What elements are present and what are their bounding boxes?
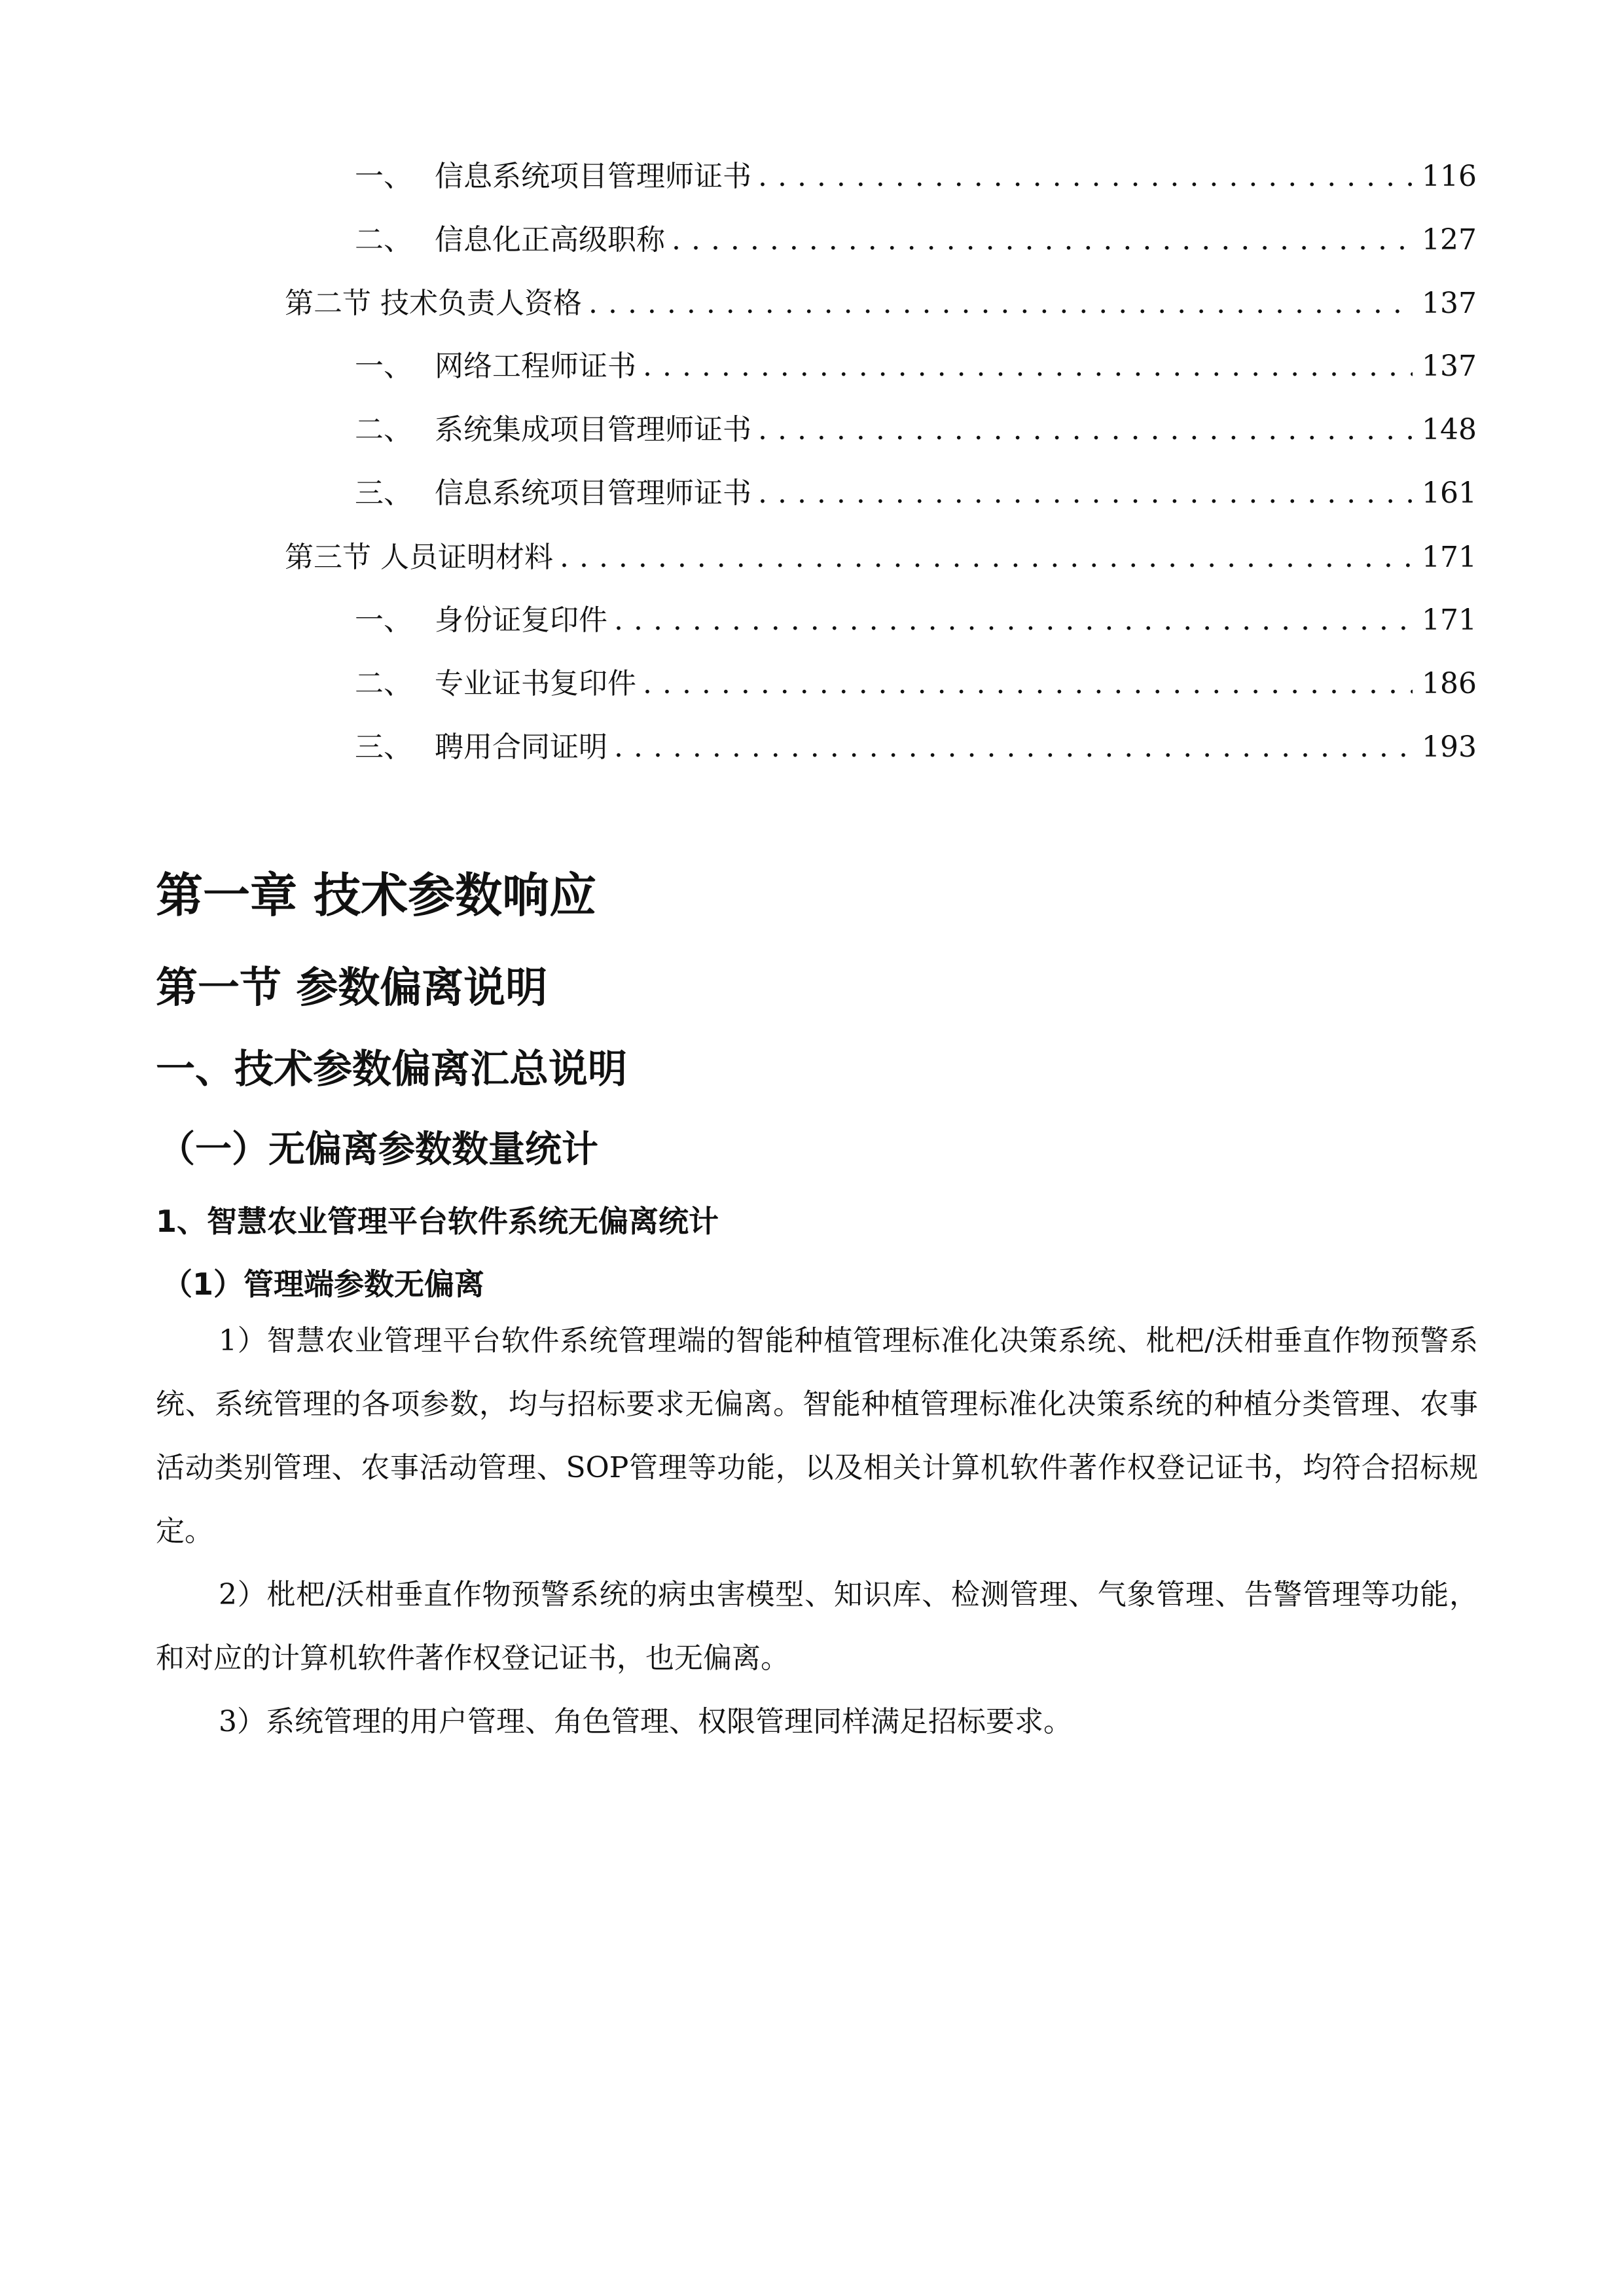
toc-title: 信息系统项目管理师证书 [435, 476, 751, 510]
body-paragraph: 1）智慧农业管理平台软件系统管理端的智能种植管理标准化决策系统、枇杷/沃柑垂直作物预警系统、系统管理的各项参数，均与招标要求无偏离。智能种植管理标准化决策系统的种植分类管理、农事活动类别管理、农事活动管理、SOP管理等功能，以及相关计算机软件著作权登记证书，均符合招标规定。 [156, 1324, 1478, 1548]
subitem-heading: （1）管理端参数无偏离 [162, 1266, 485, 1302]
toc-title: 第二节 技术负责人资格 [285, 287, 582, 320]
toc-number: 一、 [355, 603, 412, 637]
toc-number: 一、 [355, 350, 412, 383]
toc-entry[interactable] [355, 728, 1477, 767]
toc-number: 一、 [355, 160, 412, 193]
toc-title: 信息系统项目管理师证书 [435, 160, 751, 193]
toc-page-number: 171 [1422, 603, 1477, 637]
subsubsection-heading: （一）无偏离参数数量统计 [158, 1128, 598, 1171]
toc-number: 三、 [355, 476, 412, 510]
toc-title: 网络工程师证书 [435, 350, 636, 383]
toc-entry[interactable] [355, 157, 1477, 196]
toc-page-number: 148 [1422, 413, 1477, 446]
toc-entry[interactable] [355, 474, 1477, 513]
subsection-heading: 一、技术参数偏离汇总说明 [156, 1047, 627, 1092]
toc-entry[interactable] [355, 221, 1477, 260]
toc-leader-dots [588, 284, 1413, 323]
toc-leader-dots [758, 474, 1413, 513]
toc-page-number: 171 [1422, 541, 1477, 574]
toc-entry[interactable] [285, 538, 1477, 577]
toc-leader-dots [643, 347, 1413, 386]
toc-leader-dots [614, 728, 1413, 767]
toc-leader-dots [758, 410, 1413, 450]
section-heading: 第一节 参数偏离说明 [156, 964, 548, 1013]
toc-title: 系统集成项目管理师证书 [435, 413, 751, 446]
toc-number: 二、 [355, 667, 412, 700]
toc-entry[interactable] [355, 664, 1477, 704]
body-paragraph: 3）系统管理的用户管理、角色管理、权限管理同样满足招标要求。 [219, 1705, 1072, 1738]
toc-page-number: 137 [1422, 350, 1477, 383]
toc-entry[interactable] [355, 601, 1477, 640]
toc-number: 二、 [355, 413, 412, 446]
toc-page-number: 116 [1422, 160, 1477, 193]
toc-title: 信息化正高级职称 [435, 223, 665, 257]
toc-leader-dots [758, 157, 1413, 196]
item-heading: 1、智慧农业管理平台软件系统无偏离统计 [156, 1204, 719, 1239]
toc-page-number: 193 [1422, 730, 1477, 764]
chapter-heading: 第一章 技术参数响应 [156, 868, 597, 923]
body-paragraph: 2）枇杷/沃柑垂直作物预警系统的病虫害模型、知识库、检测管理、气象管理、告警管理等功能，和对应的计算机软件著作权登记证书，也无偏离。 [156, 1578, 1478, 1675]
toc-page-number: 161 [1422, 476, 1477, 510]
toc-leader-dots [672, 221, 1413, 260]
toc-page-number: 127 [1422, 223, 1477, 257]
toc-title: 聘用合同证明 [435, 730, 607, 764]
toc-page-number: 186 [1422, 667, 1477, 700]
toc-number: 二、 [355, 223, 412, 257]
toc-entry[interactable] [355, 347, 1477, 386]
toc-page-number: 137 [1422, 287, 1477, 320]
toc-number: 三、 [355, 730, 412, 764]
toc-entry[interactable] [285, 284, 1477, 323]
toc-entry[interactable] [355, 410, 1477, 450]
toc-title: 第三节 人员证明材料 [285, 541, 553, 574]
toc-title: 身份证复印件 [435, 603, 607, 637]
toc-leader-dots [614, 601, 1413, 640]
toc-leader-dots [560, 538, 1413, 577]
toc-title: 专业证书复印件 [435, 667, 636, 700]
toc-leader-dots [643, 664, 1413, 704]
